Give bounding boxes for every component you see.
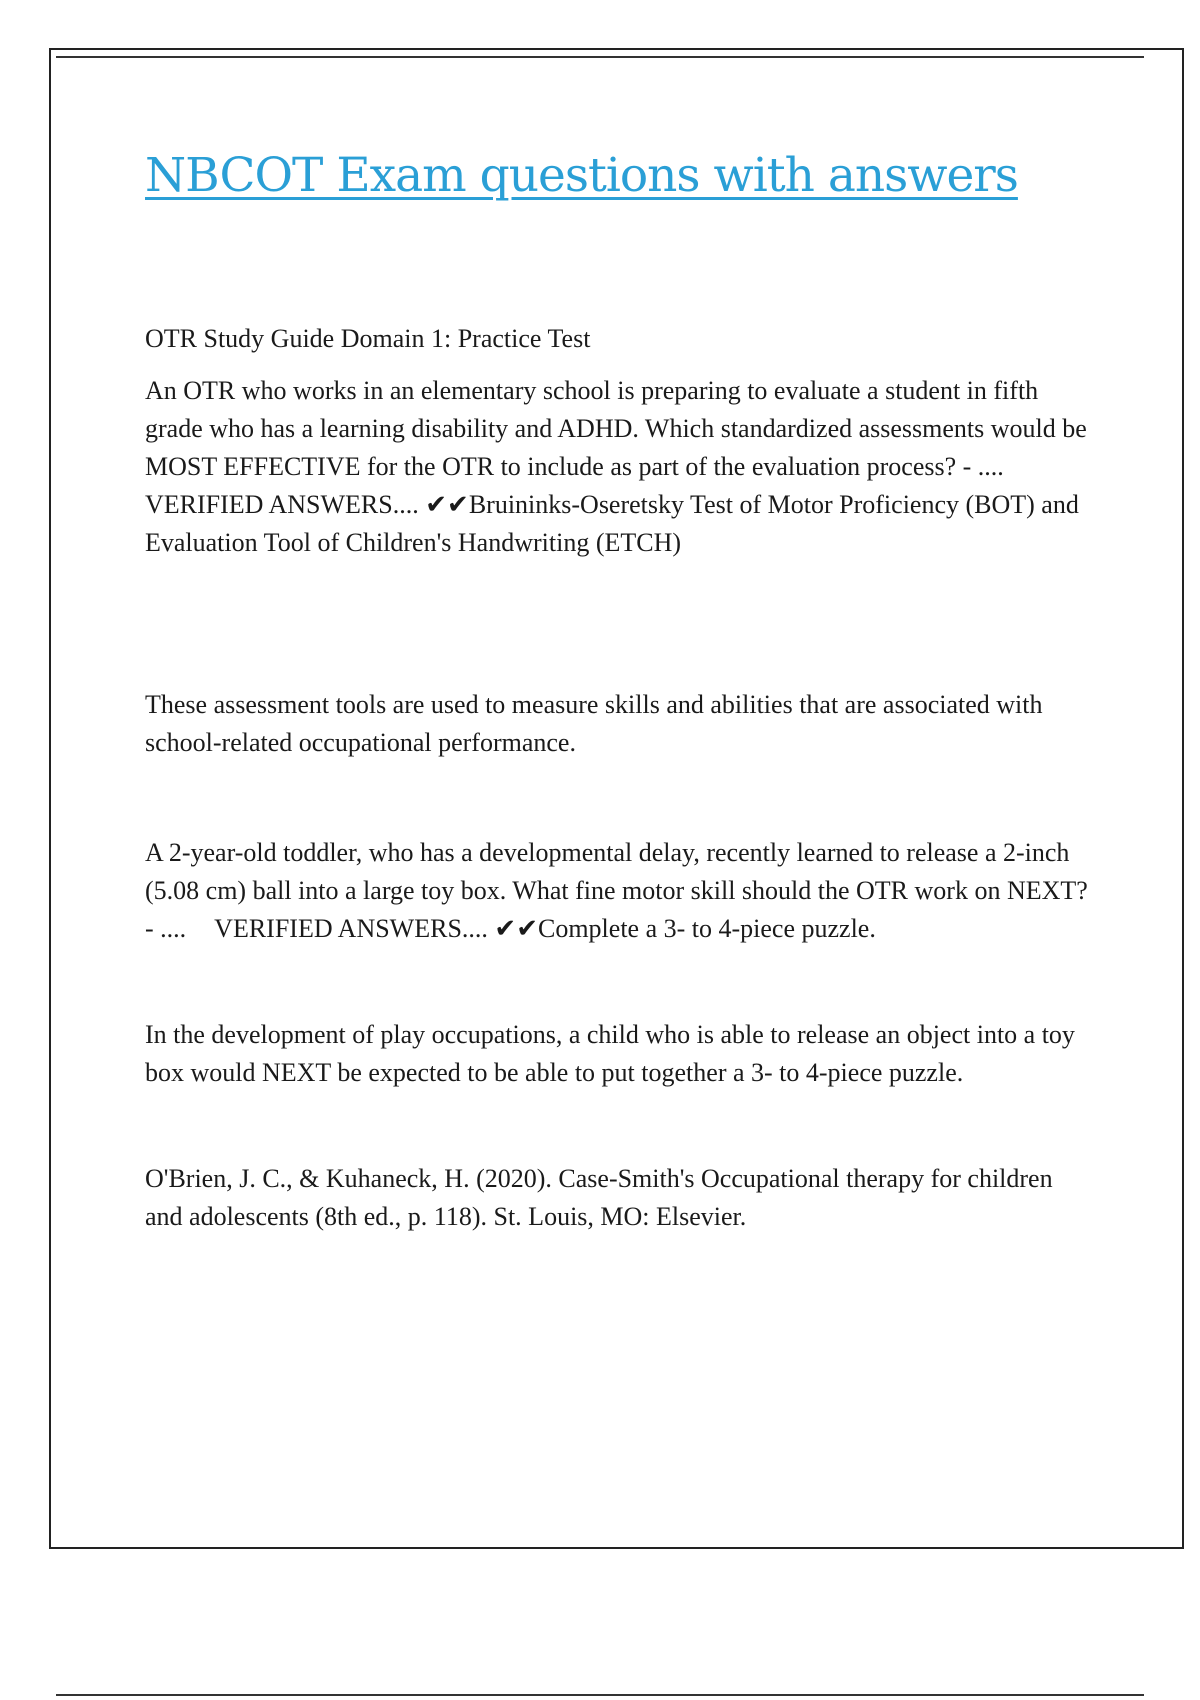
answer-2: Complete a 3- to 4-piece puzzle. (537, 914, 876, 943)
reference-citation: O'Brien, J. C., & Kuhaneck, H. (2020). Case-Smith's Occupational therapy for children and adolescents (8th ed., p. 118). St. Louis, MO: Elsevier. (145, 1164, 1053, 1231)
header-rule (56, 56, 1144, 58)
study-guide-subtitle: OTR Study Guide Domain 1: Practice Test (145, 324, 591, 353)
explanation-2: In the development of play occupations, a child who is able to release an object into a toy box would NEXT be expected to be able to put together a 3- to 4-piece puzzle. (145, 1020, 1075, 1087)
document-body (145, 320, 1095, 1236)
question-2 (145, 834, 1095, 948)
question-1-text: An OTR who works in an elementary school is preparing to evaluate a student in fifth grade who has a learning disability and ADHD. Which standardized assessments would be MOST EFFECTIVE for the OTR to include as part of the evaluation process? - .... (145, 376, 1087, 481)
explanation-1: These assessment tools are used to measure skills and abilities that are associated with school-related occupational performance. (145, 690, 1043, 757)
next-page-rule (56, 1694, 1144, 1696)
question-2-text: A 2-year-old toddler, who has a developmental delay, recently learned to release a 2-inch (5.08 cm) ball into a large toy box. What fine motor skill should the OTR work on NEXT? - .... (145, 838, 1088, 943)
document-title[interactable]: NBCOT Exam questions with answers (145, 148, 1018, 203)
answer-1: Bruininks-Oseretsky Test of Motor Proficiency (BOT) and Evaluation Tool of Children's Handwriting (ETCH) (145, 490, 1079, 557)
verified-label-2: VERIFIED ANSWERS.... ✔✔ (214, 914, 538, 943)
question-1 (145, 372, 1095, 562)
verified-label-1: VERIFIED ANSWERS.... ✔✔ (145, 490, 469, 519)
